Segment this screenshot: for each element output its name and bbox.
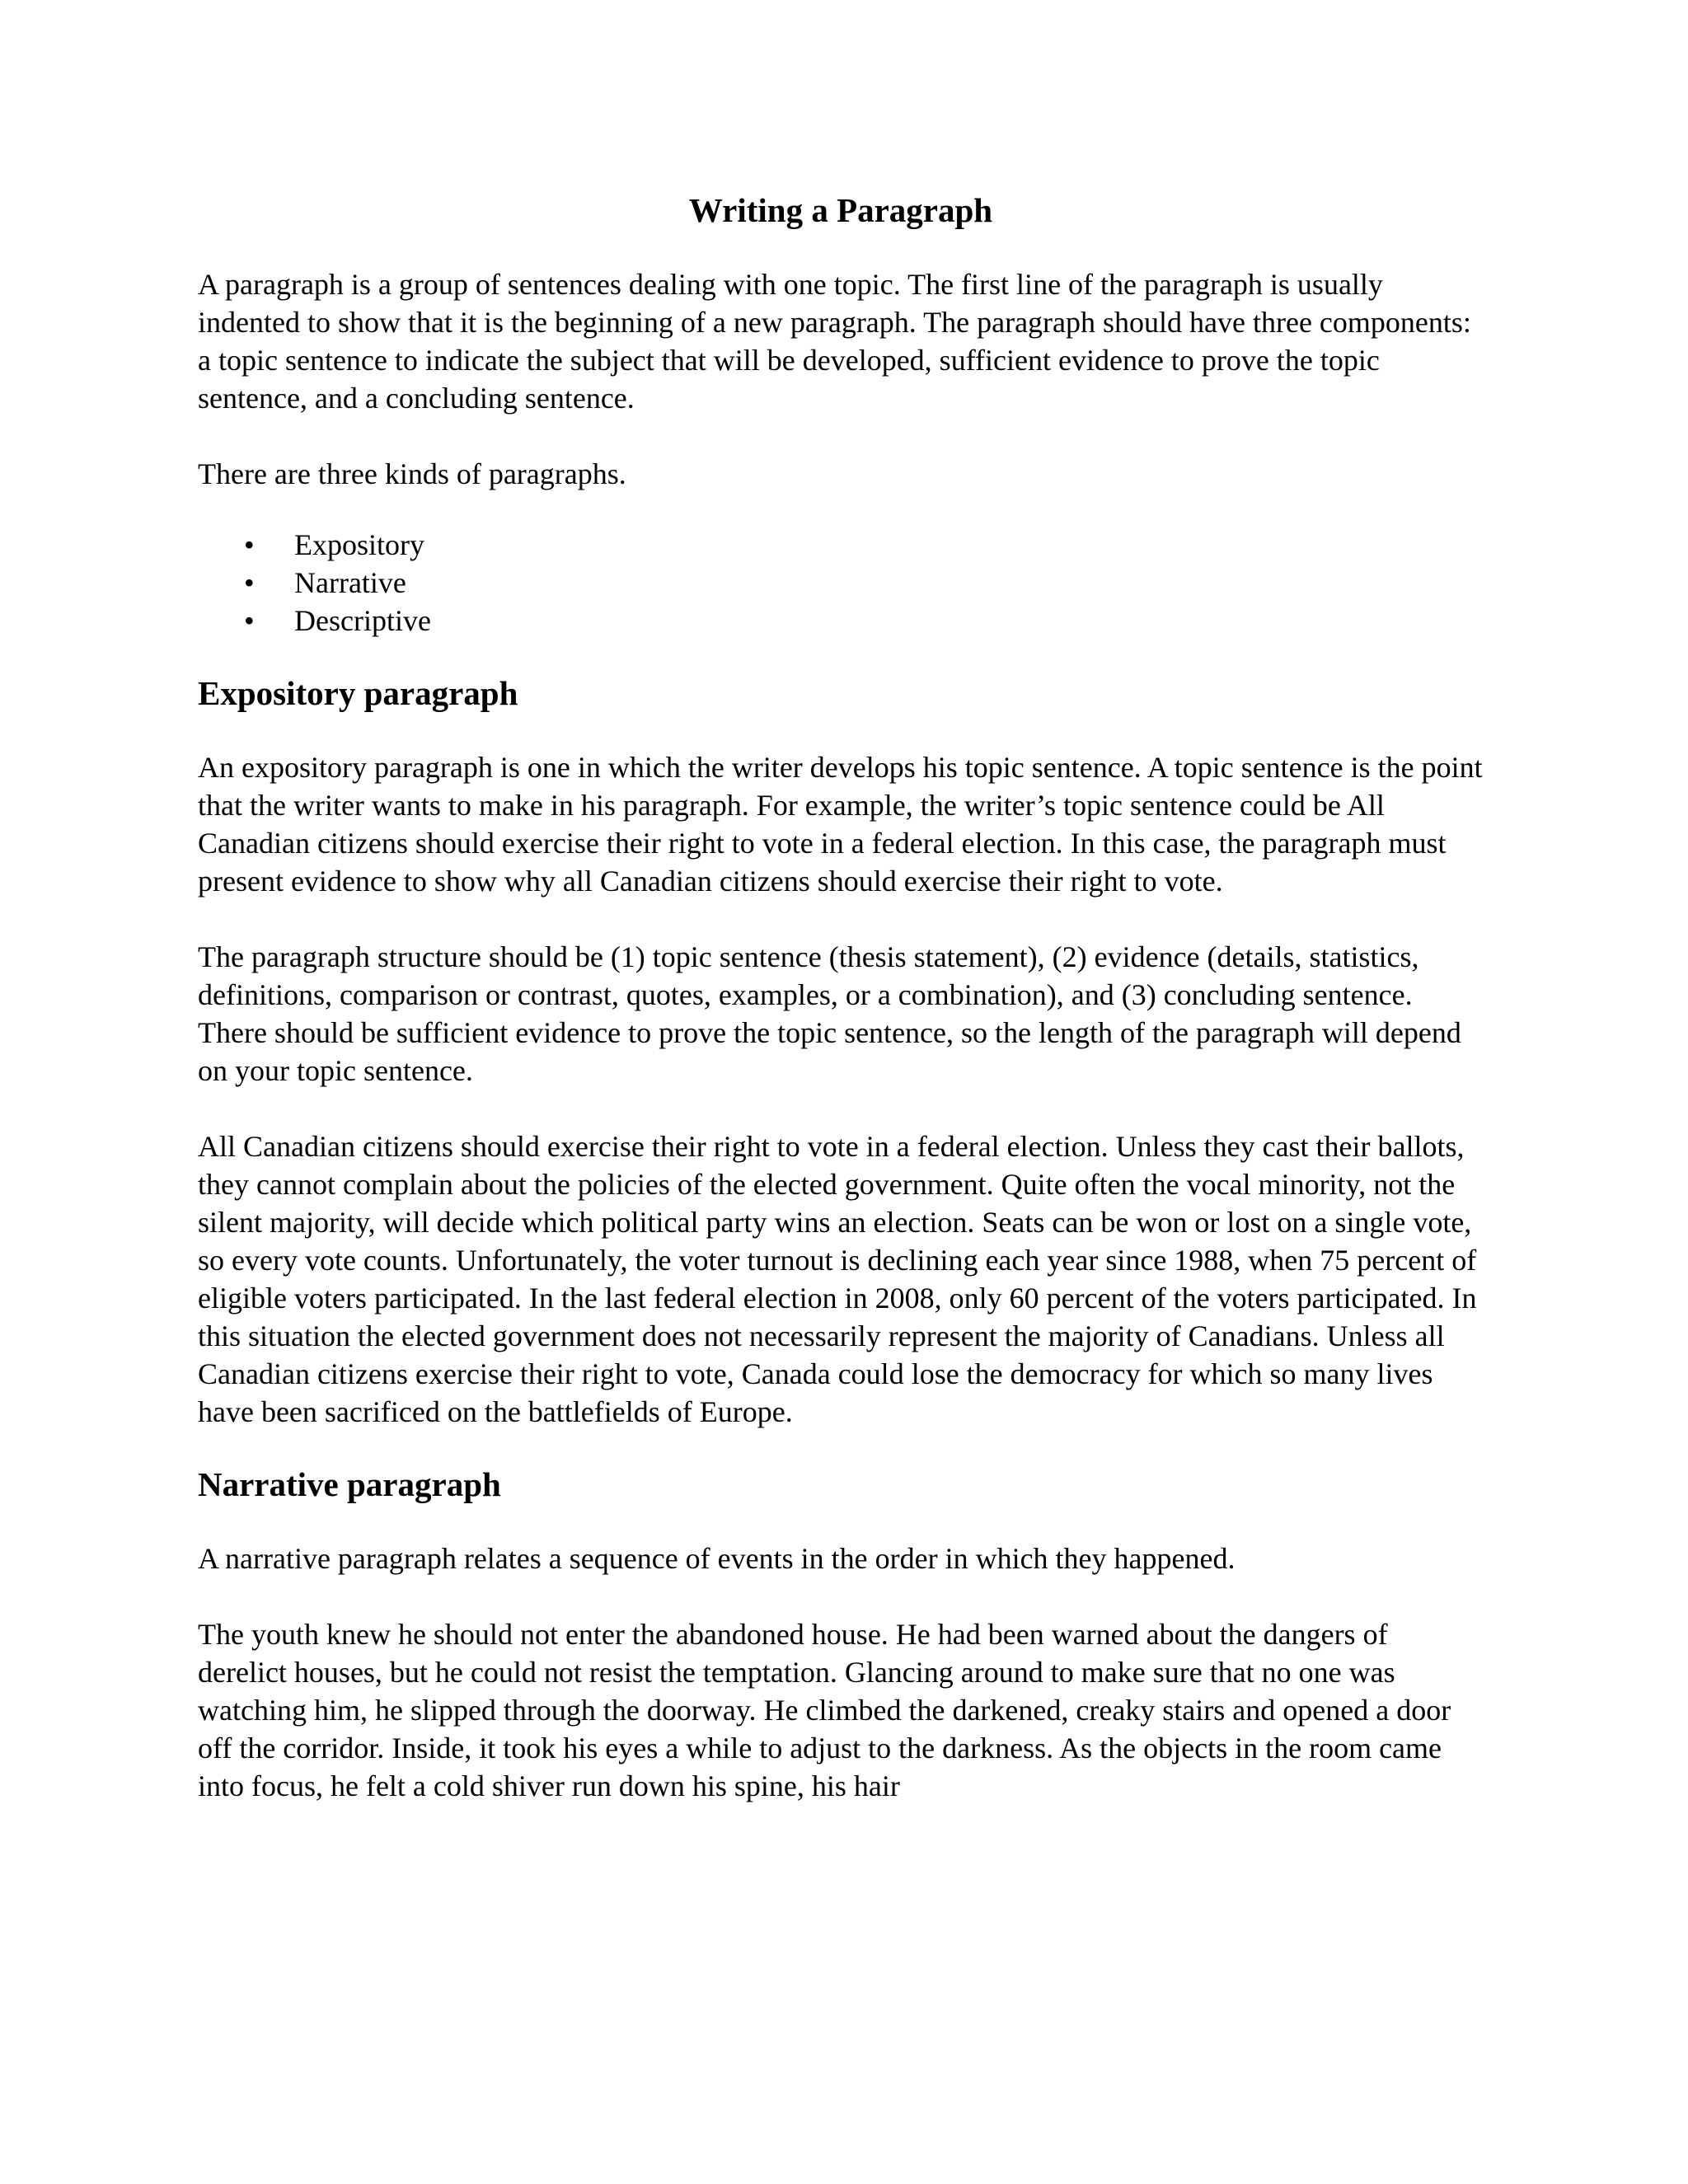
narrative-example: The youth knew he should not enter the abandoned house. He had been warned about the dangers of derelict houses, but he could not resist the temptation. Glancing around to make sure that no one was watching him, he slipped through the doorway. He climbed the darkened, creaky stairs and opened a door off the corridor. Inside, it took his eyes a while to adjust to the darkness. As the objects in the room came into focus, he felt a cold shiver run down his spine, his hair [198,1618,1451,1802]
paragraph-kinds-list [198,526,1484,640]
list-item-label: Descriptive [294,604,431,637]
bullet-icon: • [244,528,255,561]
list-item [198,564,1484,602]
expository-example: All Canadian citizens should exercise their right to vote in a federal election. Unless they cast their ballots, they cannot complain about the policies of the elected government. Quite often the vocal minority, not the silent majority, will decide which political party wins an election. Seats can be won or lost on a single vote, so every vote counts. Unfortunately, the voter turnout is declining each year since 1988, when 75 percent of eligible voters participated. In the last federal election in 2008, only 60 percent of the voters participated. In this situation the elected government does not necessarily represent the majority of Canadians. Unless all Canadian citizens exercise their right to vote, Canada could lose the democracy for which so many lives have been sacrificed on the battlefields of Europe. [198,1130,1477,1428]
list-item [198,602,1484,640]
intro-paragraph: A paragraph is a group of sentences dealing with one topic. The first line of the paragraph is usually indented to show that it is the beginning of a new paragraph. The paragraph should have three components: a topic sentence to indicate the subject that will be developed, sufficient evidence to prove the topic sentence, and a concluding sentence. [198,268,1471,415]
list-item [198,526,1484,564]
bullet-icon: • [244,604,255,637]
list-item-label: Expository [294,528,424,561]
kinds-intro: There are three kinds of paragraphs. [198,457,626,490]
bullet-icon: • [244,566,255,599]
list-item-label: Narrative [294,566,406,599]
expository-paragraph-2: The paragraph structure should be (1) topic sentence (thesis statement), (2) evidence (details, statistics, definitions, comparison or contrast, quotes, examples, or a combination), and (3) concluding sentence. There should be sufficient evidence to prove the topic sentence, so the length of the paragraph will depend on your topic sentence. [198,940,1461,1087]
narrative-heading: Narrative paragraph [198,1465,501,1503]
expository-heading: Expository paragraph [198,674,518,712]
document-page [198,190,1484,1843]
document-title: Writing a Paragraph [688,191,993,229]
expository-paragraph-1: An expository paragraph is one in which the writer develops his topic sentence. A topic sentence is the point that the writer wants to make in his paragraph. For example, the writer’s topic sentence could be All Canadian citizens should exercise their right to vote in a federal election. In this case, the paragraph must present evidence to show why all Canadian citizens should exercise their right to vote. [198,751,1483,898]
narrative-paragraph-1: A narrative paragraph relates a sequence of events in the order in which they happened. [198,1542,1236,1575]
